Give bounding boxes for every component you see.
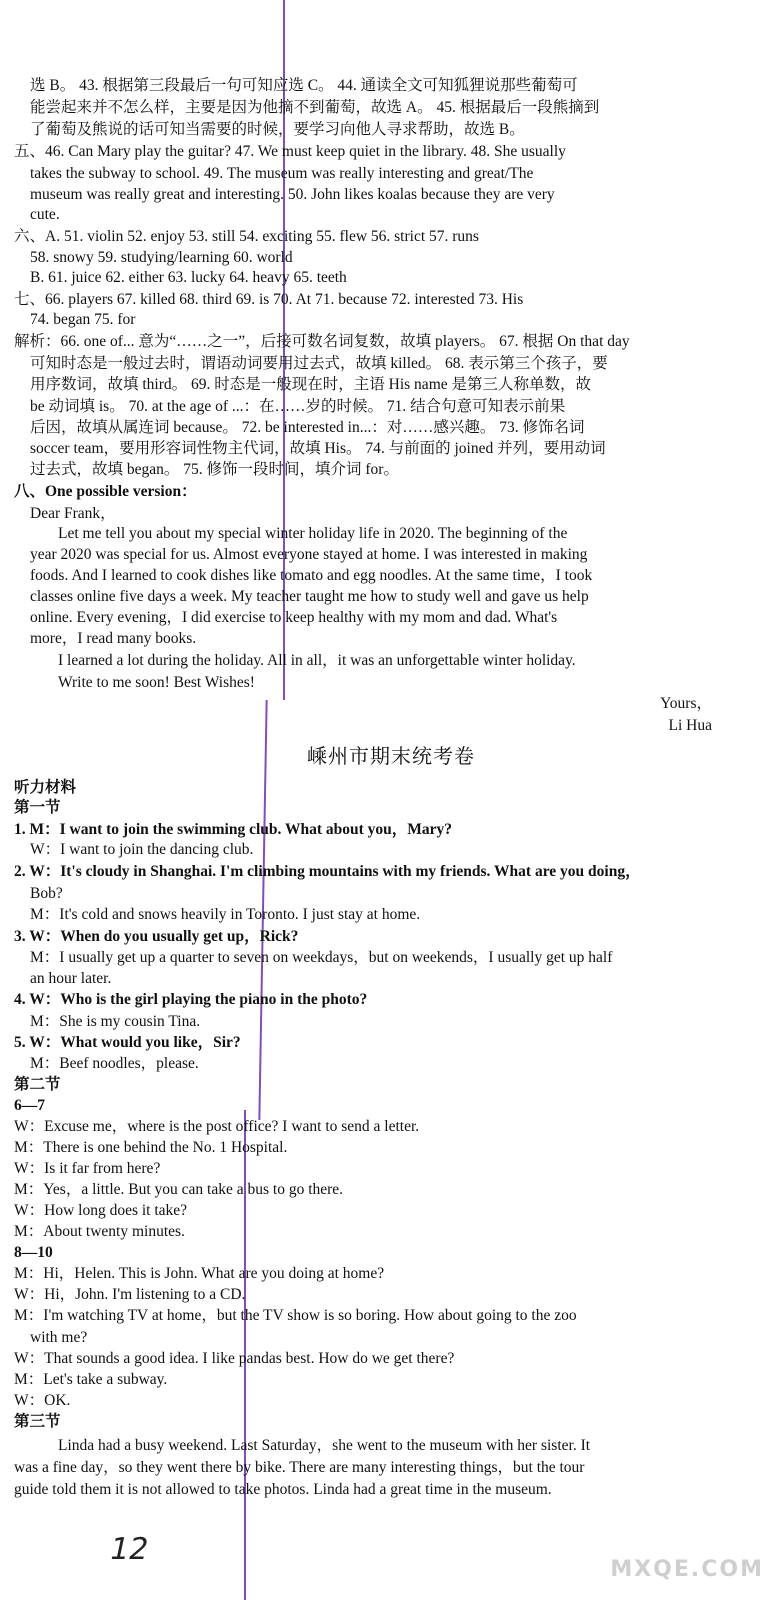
- text-line: cute.: [30, 206, 60, 223]
- dialogue-line: M：I usually get up a quarter to seven on weekdays，but on weekends，I usually get up half: [30, 949, 613, 966]
- dialogue-line: M：It's cold and snows heavily in Toronto. I just stay at home.: [30, 906, 421, 923]
- dialogue-line: M：Hi，Helen. This is John. What are you doing at home?: [14, 1265, 385, 1282]
- exam-title: 嵊州市期末统考卷: [307, 746, 475, 768]
- dialogue-line: 1. M：I want to join the swimming club. What about you，Mary?: [14, 821, 453, 838]
- text-line: online. Every evening，I did exercise to keep healthy with my mom and dad. What's: [30, 609, 558, 626]
- section-heading: 听力材料: [14, 779, 77, 796]
- text-line: takes the subway to school. 49. The museum was really interesting and great/The: [30, 165, 534, 182]
- text-line: Dear Frank，: [30, 505, 116, 522]
- section-heading: 第三节: [14, 1413, 61, 1430]
- text-line: Let me tell you about my special winter holiday life in 2020. The beginning of the: [58, 525, 568, 542]
- text-line: more，I read many books.: [30, 630, 197, 647]
- signature: Li Hua: [668, 717, 712, 734]
- text-line: 了葡萄及熊说的话可知当需要的时候，要学习向他人寻求帮助，故选 B。: [30, 121, 525, 138]
- section-heading: 第一节: [14, 799, 61, 816]
- text-line: 能尝起来并不怎么样，主要是因为他摘不到葡萄，故选 A。 45. 根据最后一段熊摘到: [30, 99, 600, 116]
- dialogue-line: M：Let's take a subway.: [14, 1371, 168, 1388]
- dialogue-line: W：OK.: [14, 1392, 71, 1409]
- dialogue-line: 4. W：Who is the girl playing the piano in the photo?: [14, 991, 368, 1008]
- text-line: museum was really great and interesting. 50. John likes koalas because they are very: [30, 186, 555, 203]
- dialogue-line: W：Is it far from here?: [14, 1160, 161, 1177]
- text-line: year 2020 was special for us. Almost everyone stayed at home. I was interested in making: [30, 546, 588, 563]
- text-line: 58. snowy 59. studying/learning 60. world: [30, 249, 293, 266]
- text-line: 选 B。 43. 根据第三段最后一句可知应选 C。 44. 通读全文可知狐狸说那些葡萄可: [30, 77, 578, 94]
- dialogue-line: M：There is one behind the No. 1 Hospital.: [14, 1139, 288, 1156]
- dialogue-line: W：How long does it take?: [14, 1202, 188, 1219]
- text-line: 八、One possible version：: [14, 483, 197, 500]
- text-line: foods. And I learned to cook dishes like tomato and egg noodles. At the same time，I took: [30, 567, 593, 584]
- section-heading: 第二节: [14, 1076, 61, 1093]
- text-line: 74. began 75. for: [30, 311, 136, 328]
- dialogue-line: Linda had a busy weekend. Last Saturday，she went to the museum with her sister. It: [58, 1437, 591, 1454]
- dialogue-line: 6—7: [14, 1097, 45, 1114]
- text-line: Write to me soon! Best Wishes!: [58, 674, 255, 691]
- dialogue-line: M：I'm watching TV at home，but the TV show is so boring. How about going to the zoo: [14, 1307, 577, 1324]
- text-line: 可知时态是一般过去时，谓语动词要用过去式，故填 killed。 68. 表示第三个孩子，要: [30, 355, 608, 372]
- watermark-logo: MXQE.COM: [610, 1557, 764, 1582]
- dialogue-line: Bob?: [30, 885, 63, 902]
- dialogue-line: W：That sounds a good idea. I like pandas best. How do we get there?: [14, 1350, 455, 1367]
- dialogue-line: 3. W：When do you usually get up，Rick?: [14, 928, 299, 945]
- dialogue-line: guide told them it is not allowed to take photos. Linda had a great time in the museum.: [14, 1481, 552, 1498]
- dialogue-line: 8—10: [14, 1244, 53, 1261]
- handwritten-page-number: 12: [106, 1532, 152, 1567]
- text-line: 五、46. Can Mary play the guitar? 47. We must keep quiet in the library. 48. She usually: [14, 143, 566, 160]
- dialogue-line: M：Yes，a little. But you can take a bus to go there.: [14, 1181, 344, 1198]
- dialogue-line: M：She is my cousin Tina.: [30, 1013, 201, 1030]
- text-line: 解析：66. one of... 意为“……之一”，后接可数名词复数，故填 players。 67. 根据 On that day: [14, 333, 630, 350]
- dialogue-line: W：I want to join the dancing club.: [30, 841, 254, 858]
- text-line: 过去式，故填 began。 75. 修饰一段时间，填介词 for。: [30, 461, 399, 478]
- dialogue-line: with me?: [30, 1329, 88, 1346]
- text-line: 后因，故填从属连词 because。 72. be interested in...：对……感兴趣。 73. 修饰名词: [30, 419, 585, 436]
- dialogue-line: 2. W：It's cloudy in Shanghai. I'm climbing mountains with my friends. What are you doing，: [14, 863, 641, 880]
- text-line: I learned a lot during the holiday. All in all，it was an unforgettable winter holiday.: [58, 652, 576, 669]
- text-line: 六、A. 51. violin 52. enjoy 53. still 54. exciting 55. flew 56. strict 57. runs: [14, 228, 479, 245]
- dialogue-line: was a fine day，so they went there by bike. There are many interesting things，but the tour: [14, 1459, 585, 1476]
- text-line: soccer team，要用形容词性物主代词，故填 His。 74. 与前面的 joined 并列，要用动词: [30, 440, 606, 457]
- text-line: 用序数词，故填 third。 69. 时态是一般现在时，主语 His name 是第三人称单数，故: [30, 376, 591, 393]
- text-line: classes online five days a week. My teacher taught me how to study well and gave us help: [30, 588, 589, 605]
- dialogue-line: M：Beef noodles，please.: [30, 1055, 199, 1072]
- dialogue-line: W：Hi，John. I'm listening to a CD.: [14, 1286, 246, 1303]
- dialogue-line: an hour later.: [30, 970, 112, 987]
- text-line: 七、66. players 67. killed 68. third 69. is 70. At 71. because 72. interested 73. His: [14, 291, 524, 308]
- text-line: be 动词填 is。 70. at the age of ...：在……岁的时候。 71. 结合句意可知表示前果: [30, 398, 566, 415]
- text-line: B. 61. juice 62. either 63. lucky 64. heavy 65. teeth: [30, 269, 347, 286]
- dialogue-line: M：About twenty minutes.: [14, 1223, 185, 1240]
- dialogue-line: W：Excuse me，where is the post office? I want to send a letter.: [14, 1118, 420, 1135]
- dialogue-line: 5. W：What would you like，Sir?: [14, 1034, 241, 1051]
- sign-off: Yours，: [660, 695, 712, 712]
